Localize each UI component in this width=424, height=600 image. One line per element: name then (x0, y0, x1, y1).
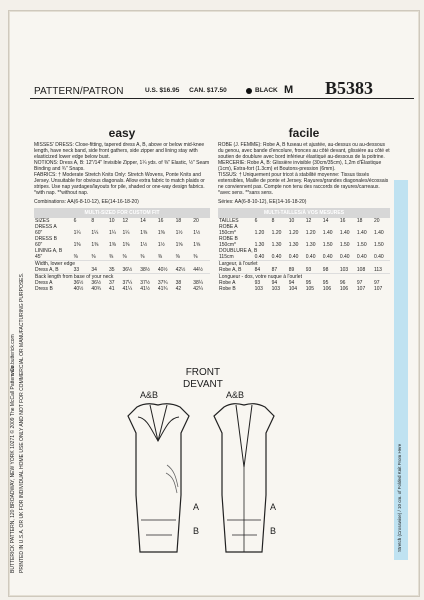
table-cell: 107 (373, 286, 383, 292)
table-cell: Robe B (219, 286, 236, 292)
table-cell: Largeur, à l'ourlet (218, 261, 390, 268)
table-cell: 41¾ (157, 286, 168, 292)
table-cell: 14 (140, 218, 146, 224)
table-cell: 1⅜ (157, 230, 165, 236)
devant-label: DEVANT (183, 379, 223, 390)
table-cell: 94 (288, 280, 295, 286)
table-cell: 8 (271, 218, 275, 224)
table-cell: 93 (305, 267, 312, 273)
table-cell: 1.30 (271, 242, 282, 248)
table-cell: 106 (339, 286, 349, 292)
table-cell: 33 (73, 267, 80, 273)
table-cell: 1⅜ (140, 230, 148, 236)
table-cell: 1⅜ (122, 242, 130, 248)
table-cell: 20 (193, 218, 199, 224)
table-cell: 35 (109, 267, 115, 273)
table-cell: 1⅝ (175, 242, 183, 248)
stretch-guide-text: Stretch (Crosswise) / 10 cm. of Folded Knit From Here (397, 443, 402, 552)
pattern-label: PATTERN/PATRON (34, 86, 124, 97)
table-cell: 1.30 (254, 242, 265, 248)
table-cell: 20 (373, 218, 380, 224)
table-cell: 18 (175, 218, 182, 224)
table-cell: 6 (254, 218, 258, 224)
table-cell: 1¼ (109, 230, 116, 236)
table-cell: 0.40 (288, 254, 299, 260)
left-ab-label: A&B (140, 390, 159, 400)
table-cell: 1.40 (356, 230, 367, 236)
table-cell: 0.40 (271, 254, 282, 260)
table-cell: 10 (288, 218, 295, 224)
table-cell: 1¼ (91, 230, 99, 236)
table-cell: Back length from base of your neck (34, 274, 210, 281)
table-cell: 108 (356, 267, 366, 273)
table-cell: ⅜ (140, 254, 145, 260)
english-banner: MULTI-SIZED FOR CUSTOM FIT (34, 208, 210, 218)
table-cell: ⅜ (175, 254, 180, 260)
table-cell: 37¾ (157, 280, 168, 286)
table-cell: 95 (305, 280, 312, 286)
table-cell: 103 (339, 267, 349, 273)
table-cell: 1.50 (339, 242, 350, 248)
side-text-1: BUTTERICK PATTERN, 120 BROADWAY, NEW YORK 10271 © 2009 The McCall Pattern Co. (10, 364, 16, 573)
english-fabrics: FABRICS: † Moderate Stretch Knits Only: Stretch Wovens, Ponte Knits and Jersey. Unsuitable for obvious diagonals. Allow extra fabric to match plaids or stripes. Use nap yardages/layouts for pile, shaded or one-way design fabrics. *with nap. **without nap. (34, 172, 205, 196)
table-cell: Robe A (219, 280, 236, 286)
table-cell: 1.20 (254, 230, 265, 236)
table-cell: 1⅜ (73, 242, 81, 248)
table-cell: ⅜ (109, 254, 114, 260)
table-cell: Robe A, B (219, 267, 242, 273)
english-section (34, 126, 210, 292)
table-cell: 38 (175, 280, 182, 286)
table-cell: 6 (73, 218, 77, 224)
french-size-table (218, 218, 390, 292)
front-label: FRONT (185, 367, 221, 378)
table-cell: 89 (288, 267, 295, 273)
table-cell: 12 (305, 218, 312, 224)
table-cell: Dress A, B (35, 267, 59, 273)
left-side-text (8, 118, 30, 578)
table-cell: 1½ (193, 230, 201, 236)
table-cell: 104 (288, 286, 298, 292)
table-cell: SIZES (35, 218, 50, 224)
table-cell: 0.40 (305, 254, 316, 260)
table-cell: 45" (35, 254, 43, 260)
a-label-left: A (193, 502, 200, 512)
english-title: easy (108, 126, 136, 140)
french-banner: MULTI-TAILLES/À VOS MESURES (218, 208, 390, 218)
table-cell: 10 (109, 218, 115, 224)
table-cell: 38½ (140, 267, 150, 273)
table-cell: 113 (373, 267, 382, 273)
table-cell: 1.40 (339, 230, 350, 236)
table-cell: 37 (109, 280, 115, 286)
table-cell: TAILLES (219, 218, 239, 224)
size-code: M (284, 84, 294, 96)
english-notions: NOTIONS: Dress A, B: 12"/14" Invisible Zipper, 1¼ yds. of ⅜" Elastic, ½" Seam Binding and ¾" Snaps. (34, 160, 210, 172)
french-tissus: TISSUS: † Uniquement pour tricot à stabilité moyenne: Tissus tissés extensibles, Maille de ponte et Jersey. Rayures/grandes diagonales/écossais ne conviennent pas. Compte non tenu des raccords de rayures/carreaux. *avec sens. **sans sens. (218, 172, 389, 196)
table-cell: 36½ (122, 267, 133, 273)
table-cell: 0.40 (373, 254, 384, 260)
table-cell: 16 (157, 218, 164, 224)
table-cell: DOUBLURE A, B (219, 248, 258, 254)
table-cell: 1⅝ (193, 242, 201, 248)
table-cell: Width, lower edge (34, 261, 210, 268)
table-cell: ⅜ (73, 254, 78, 260)
table-cell: ⅜ (193, 254, 198, 260)
table-cell: 105 (305, 286, 315, 292)
table-cell: ⅜ (91, 254, 96, 260)
table-cell: 1¼ (122, 230, 130, 236)
table-cell: ROBE B (219, 236, 238, 242)
table-cell: 96 (339, 280, 346, 286)
table-cell: 94 (271, 280, 278, 286)
table-cell: 8 (91, 218, 95, 224)
table-cell: 1.30 (288, 242, 299, 248)
table-cell: 37½ (140, 280, 150, 286)
table-cell: 1.40 (322, 230, 333, 236)
table-cell: 40½ (157, 267, 168, 273)
usd-price: U.S. $16.95 (145, 87, 180, 94)
table-cell: 40½ (73, 286, 84, 292)
table-cell: 42 (175, 286, 182, 292)
stretch-guide-strip (394, 180, 408, 560)
side-text-2: PRINTED IN U.S.A. OR UK FOR INDIVIDUAL HOME USE ONLY AND NOT FOR COMMERCIAL OR MANUFACTURING PURPOSES. (19, 272, 25, 573)
pattern-code: B5383 (325, 78, 374, 98)
table-cell: 1.20 (288, 230, 299, 236)
table-cell: 40¾ (91, 286, 102, 292)
table-cell: 93 (254, 280, 261, 286)
table-cell: 42¼ (193, 286, 203, 292)
table-cell: 0.40 (356, 254, 367, 260)
table-cell: ⅜ (122, 254, 127, 260)
back-dress-illustration (202, 395, 287, 575)
table-cell: 60" (35, 230, 43, 236)
table-cell: 1.40 (373, 230, 384, 236)
table-cell: 150cm* (219, 230, 236, 236)
table-row (218, 286, 390, 292)
table-cell: DRESS A (35, 224, 57, 230)
black-label: BLACK (255, 87, 278, 94)
table-cell: 1½ (157, 242, 165, 248)
french-title: facile (288, 126, 320, 140)
table-cell: 41 (109, 286, 115, 292)
french-description: ROBE (J. FEMME): Robe A, B fuseau et ajustée, au-dessus ou au-dessous du genou, avec bande d'encolure, fronces au côté devant, glissière au côté et soutien de doublure avec bord inférieur élastiqué au-dessous de la poitrine. (218, 142, 390, 160)
table-cell: 95 (322, 280, 329, 286)
table-cell: 1⅜ (91, 242, 99, 248)
table-cell: 0.40 (254, 254, 265, 260)
table-cell: 42½ (175, 267, 186, 273)
front-label-group (183, 367, 223, 391)
table-cell: 36½ (73, 280, 84, 286)
table-cell: 106 (322, 286, 332, 292)
table-cell: 84 (254, 267, 261, 273)
table-cell: ROBE A (219, 224, 238, 230)
table-cell: 14 (322, 218, 329, 224)
table-cell: 98 (322, 267, 329, 273)
table-cell: 1⅜ (109, 242, 116, 248)
table-cell: 1½ (175, 230, 183, 236)
table-cell: 1.20 (305, 230, 316, 236)
table-cell: 1½ (140, 242, 148, 248)
table-cell: 12 (122, 218, 129, 224)
b-label-left: B (193, 526, 200, 536)
table-cell: 38¼ (193, 280, 203, 286)
table-cell: 1.20 (271, 230, 282, 236)
table-cell: LINING A, B (35, 248, 63, 254)
table-cell: 1.50 (373, 242, 384, 248)
a-label-right: A (270, 502, 277, 512)
table-row (34, 286, 210, 292)
table-cell: 107 (356, 286, 366, 292)
french-series: Séries: AA(6-8-10-12), EE(14-16-18-20) (218, 199, 307, 205)
table-cell: 1¼ (73, 230, 81, 236)
table-cell: 0.40 (322, 254, 333, 260)
table-cell: 103 (254, 286, 263, 292)
english-description: MISSES' DRESS: Close-fitting, tapered dress A, B, above or below mid-knee length, have neck band, side front gathers, side zipper and lining stay with elasticized lower edge below bust. (34, 142, 205, 160)
right-ab-label: A&B (226, 390, 245, 400)
table-cell: ⅜ (157, 254, 163, 260)
b-label-right: B (270, 526, 277, 536)
table-cell: 60" (35, 242, 43, 248)
table-cell: 34 (91, 267, 97, 273)
table-cell: 1.50 (356, 242, 367, 248)
table-cell: Dress B (35, 286, 53, 292)
table-cell: Longueur - dos, votre nuque à l'ourlet (218, 274, 390, 281)
table-cell: DRESS B (35, 236, 57, 242)
table-cell: 37¼ (122, 280, 133, 286)
black-dot-icon (246, 88, 252, 94)
table-cell: 1.30 (305, 242, 316, 248)
table-cell: 41½ (140, 286, 150, 292)
table-cell: 1.50 (322, 242, 333, 248)
cad-price: CAN. $17.50 (189, 87, 227, 94)
table-cell: 87 (271, 267, 278, 273)
table-cell: 97 (373, 280, 380, 286)
table-cell: 150cm* (219, 242, 236, 248)
website-text: www.butterick.com (10, 334, 16, 376)
table-cell: 44½ (193, 267, 203, 273)
table-cell: 103 (271, 286, 280, 292)
table-cell: 36½ (91, 280, 102, 286)
table-cell: 0.40 (339, 254, 350, 260)
table-cell: 115cm (219, 254, 234, 260)
table-cell: 97 (356, 280, 363, 286)
table-cell: Dress A (35, 280, 53, 286)
table-cell: 18 (356, 218, 363, 224)
table-cell: 16 (339, 218, 346, 224)
front-dress-illustration (116, 395, 201, 575)
french-mercerie: MERCERIE: Robe A, B: Glissière invisible (30cm/35cm), 1,2m d'Élastique (1cm), Extra-fort (1.3cm) et Boutons-pression (6mm). (218, 160, 382, 172)
english-size-table (34, 218, 210, 292)
french-section (218, 126, 390, 292)
english-combinations: Combinations: AA(6-8-10-12), EE(14-16-18-20) (34, 199, 139, 205)
price-row (145, 87, 235, 94)
header-rule (30, 98, 414, 99)
table-cell: 41¼ (122, 286, 133, 292)
